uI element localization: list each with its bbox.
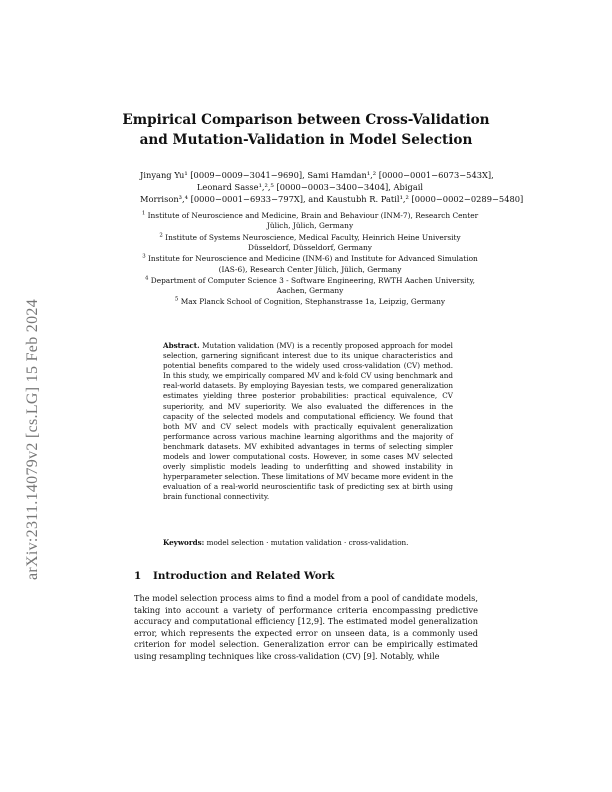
keywords-text: model selection · mutation validation · cross-validation. — [206, 538, 409, 547]
affiliation-text: Institute of Neuroscience and Medicine, Brain and Behaviour (INM-7), Research Center Jülich, Jülich, Germany — [147, 211, 479, 231]
author-list — [140, 169, 524, 205]
authors-line-3: Morrison³,⁴ [0000−0001−6933−797X], and Kaustubh R. Patil¹,² [0000−0002−0289−5480] — [140, 194, 524, 204]
affiliation-text: Institute for Neuroscience and Medicine (INM-6) and Institute for Advanced Simulation (IAS-6), Research Center Jülich, Jülich, Germany — [148, 254, 478, 274]
affiliation-text: Institute of Systems Neuroscience, Medical Faculty, Heinrich Heine University Düsseldorf, Düsseldorf, Germany — [165, 232, 461, 253]
affiliation-number: 1 — [141, 210, 146, 217]
affiliation-number: 3 — [142, 253, 146, 260]
section-number: 1 — [134, 570, 142, 582]
affiliation-number: 2 — [159, 232, 163, 239]
keywords-label: Keywords: — [163, 538, 205, 547]
keywords — [163, 538, 453, 548]
title-line-1: Empirical Comparison between Cross-Validation — [122, 112, 490, 128]
section-title: Introduction and Related Work — [153, 570, 335, 582]
introduction-paragraph: The model selection process aims to find a model from a pool of candidate models, taking into account a variety of performance criteria encompassing predictive accuracy and computational efficiency [12,9]. The estimated model generalization error, which represents the expected error on unseen data, is a commonly used criterion for model selection. Generalization error can be empirically estimated using resampling techniques like cross-validation (CV) [9]. Notably, while — [134, 593, 478, 661]
section-heading — [134, 570, 334, 582]
affiliation-4 — [140, 276, 480, 297]
affiliation-5 — [140, 297, 480, 307]
abstract-label: Abstract. — [163, 341, 200, 350]
affiliation-number: 4 — [144, 275, 149, 282]
paper-title — [120, 110, 492, 150]
affiliation-text: Max Planck School of Cognition, Stephanstrasse 1a, Leipzig, Germany — [180, 297, 446, 307]
abstract-text: Mutation validation (MV) is a recently proposed approach for model selection, garnering significant interest due to its unique characteristics and potential benefits compared to the widely used cross-validation (CV) method. In this study, we empirically compared MV and k-fold CV using benchmark and real-world datasets. By employing Bayesian tests, we compared generalization estimates yielding three posterior probabilities: practical equivalence, CV superiority, and MV superiority. We also evaluated the differences in the capacity of the selected models and computational efficiency. We found that both MV and CV select models with practically equivalent generalization performance across various machine learning algorithms and the majority of benchmark datasets. MV exhibited advantages in terms of selecting simpler models and lower computational costs. However, in some cases MV selected overly simplistic models leading to underfitting and showed instability in hyperparameter selection. These limitations of MV became more evident in the evaluation of a real-world neuroscientific task of predicting sex at birth using brain functional connectivity. — [163, 341, 453, 502]
affiliation-number: 5 — [174, 296, 179, 303]
arxiv-identifier: arXiv:2311.14079v2 [cs.LG] 15 Feb 2024 — [24, 299, 41, 580]
affiliation-1 — [140, 211, 480, 232]
authors-line-1: Jinyang Yu¹ [0009−0009−3041−9690], Sami Hamdan¹,² [0000−0001−6073−543X], — [140, 170, 494, 180]
abstract — [163, 341, 453, 503]
authors-line-2: Leonard Sasse¹,²,⁵ [0000−0003−3400−3404], Abigail — [196, 182, 424, 192]
affiliation-text: Department of Computer Science 3 - Software Engineering, RWTH Aachen University, Aachen, Germany — [150, 275, 476, 296]
title-line-2: and Mutation-Validation in Model Selection — [139, 132, 473, 148]
affiliations — [140, 211, 480, 309]
affiliation-3 — [140, 254, 480, 275]
affiliation-2 — [140, 233, 480, 254]
